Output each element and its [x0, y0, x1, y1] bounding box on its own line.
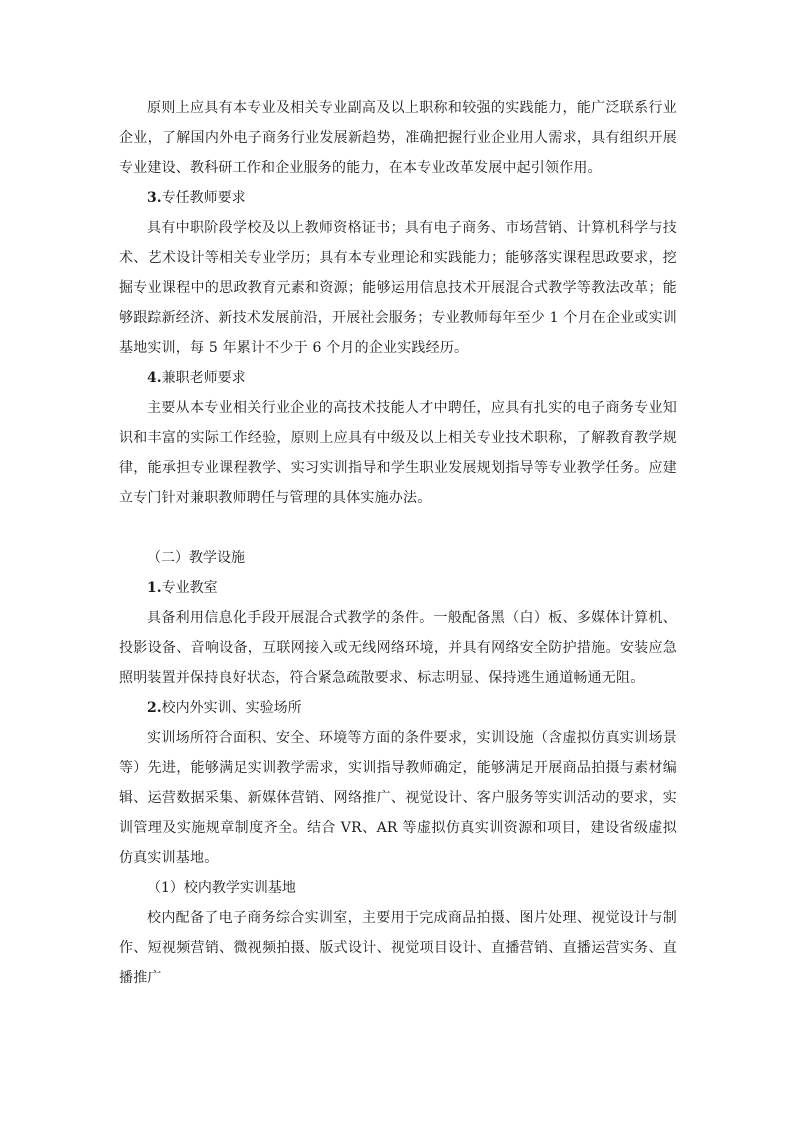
- heading-text: 校内外实训、实验场所: [161, 700, 302, 716]
- heading-text: 专业教室: [161, 580, 218, 596]
- heading-number: 3.: [147, 190, 162, 206]
- heading-number: 4.: [147, 370, 162, 386]
- heading-campus-training-base: （1）校内教学实训基地: [147, 880, 296, 896]
- heading-classroom: [119, 573, 677, 603]
- section-title-teaching-facilities: （二）教学设施: [147, 550, 245, 566]
- heading-parttime-teacher: [119, 363, 677, 393]
- paragraph-campus-training-base: 校内配备了电子商务综合实训室，主要用于完成商品拍摄、图片处理、视觉设计与制作、短视频营销、微视频拍摄、版式设计、视觉项目设计、直播营销、直播运营实务、直播推广: [119, 910, 677, 986]
- paragraph-leader-requirements: 原则上应具有本专业及相关专业副高及以上职称和较强的实践能力，能广泛联系行业企业，了解国内外电子商务行业发展新趋势，准确把握行业企业用人需求，具有组织开展专业建设、教科研工作和企业服务的能力，在本专业改革发展中起引领作用。: [119, 100, 677, 176]
- document-page: [119, 93, 677, 993]
- paragraph-parttime-teacher: 主要从本专业相关行业企业的高技术技能人才中聘任，应具有扎实的电子商务专业知识和丰富的实际工作经验，原则上应具有中级及以上相关专业技术职称，了解教育教学规律，能承担专业课程教学、实习实训指导和学生职业发展规划指导等专业教学任务。应建立专门针对兼职教师聘任与管理的具体实施办法。: [119, 400, 677, 506]
- heading-fulltime-teacher: [119, 183, 677, 213]
- heading-number: 2.: [147, 700, 162, 716]
- paragraph-training-sites: 实训场所符合面积、安全、环境等方面的条件要求，实训设施（含虚拟仿真实训场景等）先进，能够满足实训教学需求，实训指导教师确定，能够满足开展商品拍摄与素材编辑、运营数据采集、新媒体营销、网络推广、视觉设计、客户服务等实训活动的要求，实训管理及实施规章制度齐全。结合 VR、AR 等虚拟仿真实训资源和项目，建设省级虚拟仿真实训基地。: [119, 730, 677, 866]
- heading-training-sites: [119, 693, 677, 723]
- heading-text: 兼职老师要求: [161, 370, 246, 386]
- paragraph-classroom: 具备利用信息化手段开展混合式教学的条件。一般配备黑（白）板、多媒体计算机、投影设备、音响设备，互联网接入或无线网络环境，并具有网络安全防护措施。安装应急照明装置并保持良好状态，符合紧急疏散要求、标志明显、保持逃生通道畅通无阻。: [119, 610, 677, 686]
- section-spacer: [119, 513, 677, 543]
- heading-number: 1.: [147, 580, 162, 596]
- paragraph-fulltime-teacher: 具有中职阶段学校及以上教师资格证书；具有电子商务、市场营销、计算机科学与技术、艺术设计等相关专业学历；具有本专业理论和实践能力；能够落实课程思政要求，挖掘专业课程中的思政教育元素和资源；能够运用信息技术开展混合式教学等教法改革；能够跟踪新经济、新技术发展前沿，开展社会服务；专业教师每年至少 1 个月在企业或实训基地实训，每 5 年累计不少于 6 个月的企业实践经历。: [119, 220, 678, 356]
- heading-text: 专任教师要求: [161, 190, 246, 206]
